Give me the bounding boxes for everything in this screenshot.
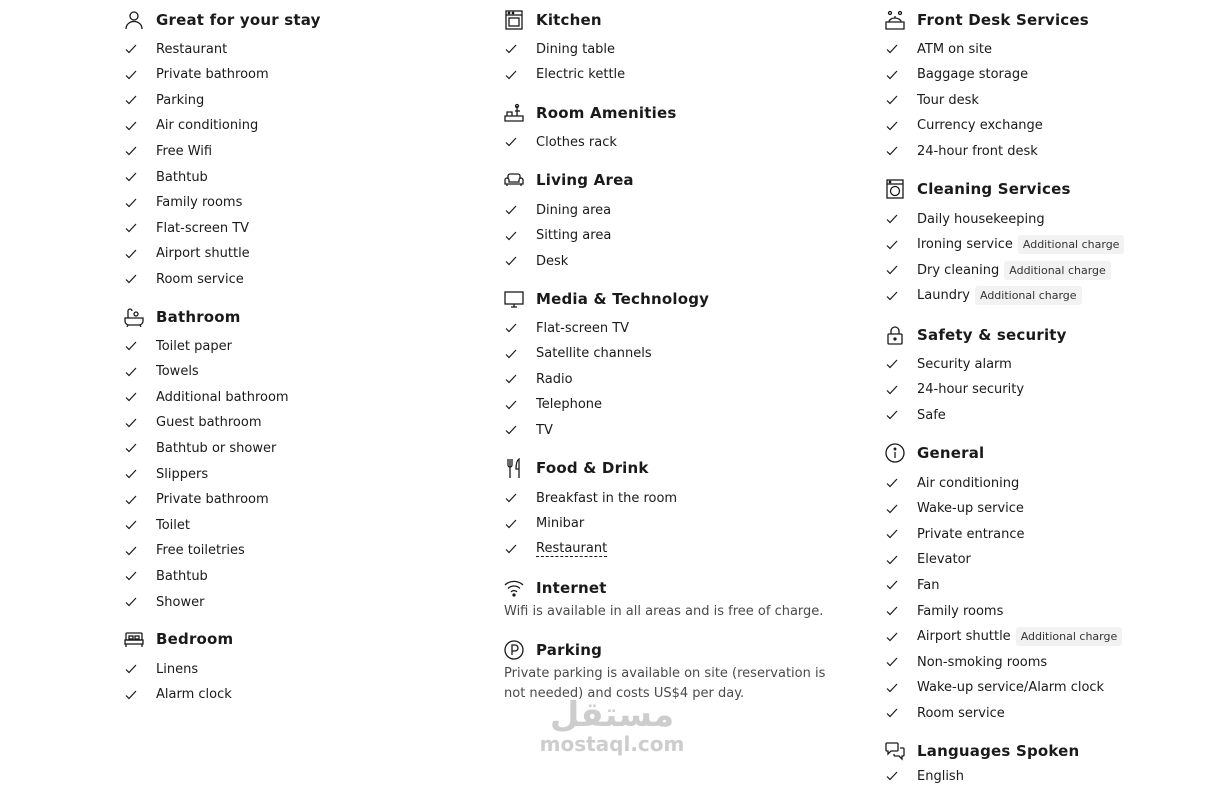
list-item-label: Electric kettle [536,67,626,83]
checkmark-icon [885,357,899,371]
list-item [124,490,269,510]
section-bedroom [124,627,233,651]
list-item-label: Parking [156,92,205,108]
section-safety-security [885,323,1067,347]
list-item-label: Family rooms [156,195,243,211]
list-item-label: Bathtub [156,169,208,185]
section-media-technology [504,287,709,311]
list-item-label: Radio [536,371,573,387]
checkmark-icon [504,42,518,56]
section-living-area [504,168,634,192]
list-item [124,336,232,356]
list-item [885,354,1012,374]
checkmark-icon [504,423,518,437]
checkmark-icon [885,655,899,669]
list-item [124,65,269,85]
section-title: Bedroom [156,630,234,648]
list-item [124,464,208,484]
section-title: Languages Spoken [917,742,1080,760]
checkmark-icon [885,42,899,56]
checkmark-icon [885,93,899,107]
list-item-label: Slippers [156,466,209,482]
parking-description: Private parking is available on site (reservation is not needed) and costs US$4 per day. [504,666,826,701]
checkmark-icon [504,347,518,361]
list-item-label: Non-smoking rooms [917,654,1048,670]
list-item [885,550,971,570]
list-item [124,167,208,187]
list-item [504,251,568,271]
checkmark-icon [504,491,518,505]
list-item [504,132,617,152]
list-item [504,514,584,534]
section-title: Cleaning Services [917,180,1071,198]
list-item [124,39,227,59]
list-item [504,226,611,246]
list-item-label: Private bathroom [156,67,269,83]
list-item [124,387,289,407]
checkmark-icon [124,196,138,210]
list-item [885,209,1045,229]
checkmark-icon [504,254,518,268]
checkmark-icon [124,390,138,404]
section-title: Safety & security [917,326,1067,344]
list-item-label: Daily housekeeping [917,211,1045,227]
checkmark-icon [885,681,899,695]
section-bathroom [124,305,241,329]
washing-machine-icon [885,179,905,199]
list-item [124,362,199,382]
checkmark-icon [885,408,899,422]
list-item-label: Fan [917,577,940,593]
checkmark-icon [885,119,899,133]
list-item-label: Room service [156,271,244,287]
person-icon [124,10,144,30]
checkmark-icon [504,517,518,531]
checkmark-icon [885,502,899,516]
checkmark-icon [504,68,518,82]
list-item-label: Laundry [917,288,970,304]
list-item [504,65,625,85]
checkmark-icon [124,416,138,430]
section-room-amenities [504,101,676,125]
list-item-label: Baggage storage [917,67,1029,83]
list-item [124,244,250,264]
list-item-label: Airport shuttle [917,629,1011,645]
section-title: General [917,444,985,462]
list-item [504,369,573,389]
checkmark-icon [504,398,518,412]
reception-icon [885,10,905,30]
section-title: Bathroom [156,308,241,326]
list-item-label: Shower [156,594,205,610]
list-item-label: Minibar [536,516,585,532]
list-item [885,678,1104,698]
list-item [885,703,1005,723]
section-general [885,441,984,465]
sofa-icon [504,170,524,190]
checkmark-icon [124,493,138,507]
list-item-label: Additional bathroom [156,389,289,405]
list-item [885,141,1038,161]
list-item-label: Security alarm [917,356,1012,372]
section-title: Front Desk Services [917,11,1089,29]
checkmark-icon [124,544,138,558]
list-item [885,473,1019,493]
list-item [124,659,198,679]
list-item-label: Airport shuttle [156,246,250,262]
list-item [504,539,607,559]
checkmark-icon [124,272,138,286]
checkmark-icon [124,339,138,353]
list-item-label: Air conditioning [917,475,1020,491]
checkmark-icon [124,518,138,532]
checkmark-icon [504,135,518,149]
list-item [504,318,629,338]
checkmark-icon [124,247,138,261]
list-item [885,380,1024,400]
additional-charge-badge: Additional charge [1018,235,1125,254]
checkmark-icon [885,578,899,592]
checkmark-icon [885,553,899,567]
list-item-label: ATM on site [917,41,992,57]
list-item [885,766,964,786]
section-internet [504,576,607,600]
checkmark-icon [124,467,138,481]
list-item-label: Room service [917,705,1005,721]
list-item-label: 24-hour front desk [917,143,1038,159]
list-item [124,116,258,136]
checkmark-icon [885,527,899,541]
list-item [885,652,1047,672]
checkmark-icon [124,170,138,184]
list-item [124,685,232,705]
list-item-label: Wake-up service/Alarm clock [917,680,1105,696]
section-title: Room Amenities [536,104,677,122]
list-item [885,260,1111,280]
list-item [124,438,276,458]
bed-icon [124,629,144,649]
list-item-label: Toilet [156,517,191,533]
checkmark-icon [124,144,138,158]
list-item [885,39,992,59]
list-item-label: Safe [917,407,946,423]
list-item [124,592,204,612]
list-item-label: Free toiletries [156,543,245,559]
list-item-label: 24-hour security [917,382,1025,398]
list-item-label: Family rooms [917,603,1004,619]
info-icon [885,443,905,463]
checkmark-icon [885,630,899,644]
list-item-label: Dry cleaning [917,262,1000,278]
checkmark-icon [504,229,518,243]
section-title: Living Area [536,171,634,189]
list-item-label: Air conditioning [156,118,259,134]
list-item-label: Clothes rack [536,134,617,150]
checkmark-icon [124,569,138,583]
list-item [885,601,1003,621]
section-cleaning-services [885,177,1071,201]
checkmark-icon [124,119,138,133]
list-item-label: Sitting area [536,228,612,244]
checkmark-icon [504,372,518,386]
list-item [885,499,1024,519]
section-title: Internet [536,579,607,597]
section-title: Great for your stay [156,11,321,29]
list-item-label: TV [536,422,553,438]
additional-charge-badge: Additional charge [1016,627,1123,646]
list-item [504,344,652,364]
parking-icon [504,640,524,660]
list-item-label: Dining area [536,202,612,218]
list-item-label: Ironing service [917,237,1013,253]
checkmark-icon [885,476,899,490]
section-title: Parking [536,641,603,659]
checkmark-icon [124,42,138,56]
checkmark-icon [885,263,899,277]
list-item-label: Flat-screen TV [156,220,250,236]
section-parking [504,638,602,662]
watermark-arabic: مستقل [549,695,675,735]
checkmark-icon [124,221,138,235]
monitor-icon [504,289,524,309]
list-item-label: Restaurant [156,41,228,57]
list-item-label: Satellite channels [536,346,652,362]
list-item [885,627,1122,647]
list-item-label: Bathtub or shower [156,440,277,456]
checkmark-icon [124,93,138,107]
additional-charge-badge: Additional charge [1004,261,1111,280]
list-item [885,524,1025,544]
list-item [885,575,940,595]
list-item [504,200,611,220]
list-item [885,235,1124,255]
section-title: Food & Drink [536,459,649,477]
list-item [124,141,212,161]
list-item [124,218,249,238]
list-item-label: Currency exchange [917,118,1043,134]
watermark [537,697,687,755]
list-item-label: Elevator [917,552,971,568]
list-item [504,39,615,59]
list-item-label: Tour desk [917,92,979,108]
checkmark-icon [504,321,518,335]
checkmark-icon [885,383,899,397]
checkmark-icon [885,144,899,158]
list-item-label: Breakfast in the room [536,490,678,506]
bathtub-icon [124,307,144,327]
list-item-label: Free Wifi [156,143,213,159]
checkmark-icon [885,289,899,303]
list-item [124,269,244,289]
checkmark-icon [124,68,138,82]
checkmark-icon [504,542,518,556]
checkmark-icon [124,662,138,676]
list-item [124,541,245,561]
section-title: Kitchen [536,11,602,29]
checkmark-icon [885,706,899,720]
section-front-desk [885,8,1089,32]
list-item [885,405,946,425]
lock-icon [885,325,905,345]
list-item-label: Dining table [536,41,616,57]
list-item [124,90,204,110]
list-item [885,90,979,110]
list-item-label: Private entrance [917,526,1025,542]
checkmark-icon [124,595,138,609]
section-title: Media & Technology [536,290,710,308]
list-item-label: Toilet paper [156,338,232,354]
list-item [885,286,1082,306]
list-item [885,116,1043,136]
list-item-label: Private bathroom [156,492,269,508]
list-item [124,566,208,586]
list-item-label: Telephone [536,397,603,413]
list-item-label: Bathtub [156,568,208,584]
checkmark-icon [885,604,899,618]
checkmark-icon [885,68,899,82]
oven-icon [504,10,524,30]
checkmark-icon [124,688,138,702]
list-item [124,515,190,535]
checkmark-icon [885,212,899,226]
checkmark-icon [124,365,138,379]
wifi-icon [504,578,524,598]
list-item-label: Towels [156,364,199,380]
checkmark-icon [885,769,899,783]
list-item-label: Guest bathroom [156,415,262,431]
list-item [504,488,677,508]
section-kitchen [504,8,602,32]
list-item [885,65,1028,85]
watermark-latin: mostaql.com [539,732,685,756]
list-item-label: Alarm clock [156,687,232,703]
list-item [124,193,242,213]
list-item [504,395,602,415]
cutlery-icon [504,458,524,478]
list-item-label: Flat-screen TV [536,320,630,336]
checkmark-icon [885,238,899,252]
list-item-label: Desk [536,253,569,269]
checkmark-icon [124,441,138,455]
additional-charge-badge: Additional charge [975,286,1082,305]
section-great-for-your-stay [124,8,321,32]
speech-bubbles-icon [885,741,905,761]
list-item-label: Linens [156,661,199,677]
list-item [504,420,553,440]
checkmark-icon [504,203,518,217]
internet-description: Wifi is available in all areas and is free of charge. [504,604,824,619]
list-item [124,413,262,433]
section-food-drink [504,456,649,480]
section-languages-spoken [885,739,1079,763]
list-item-label: English [917,768,964,784]
room-amenities-icon [504,103,524,123]
list-item-label: Wake-up service [917,501,1024,517]
list-item-label[interactable]: Restaurant [536,541,608,557]
